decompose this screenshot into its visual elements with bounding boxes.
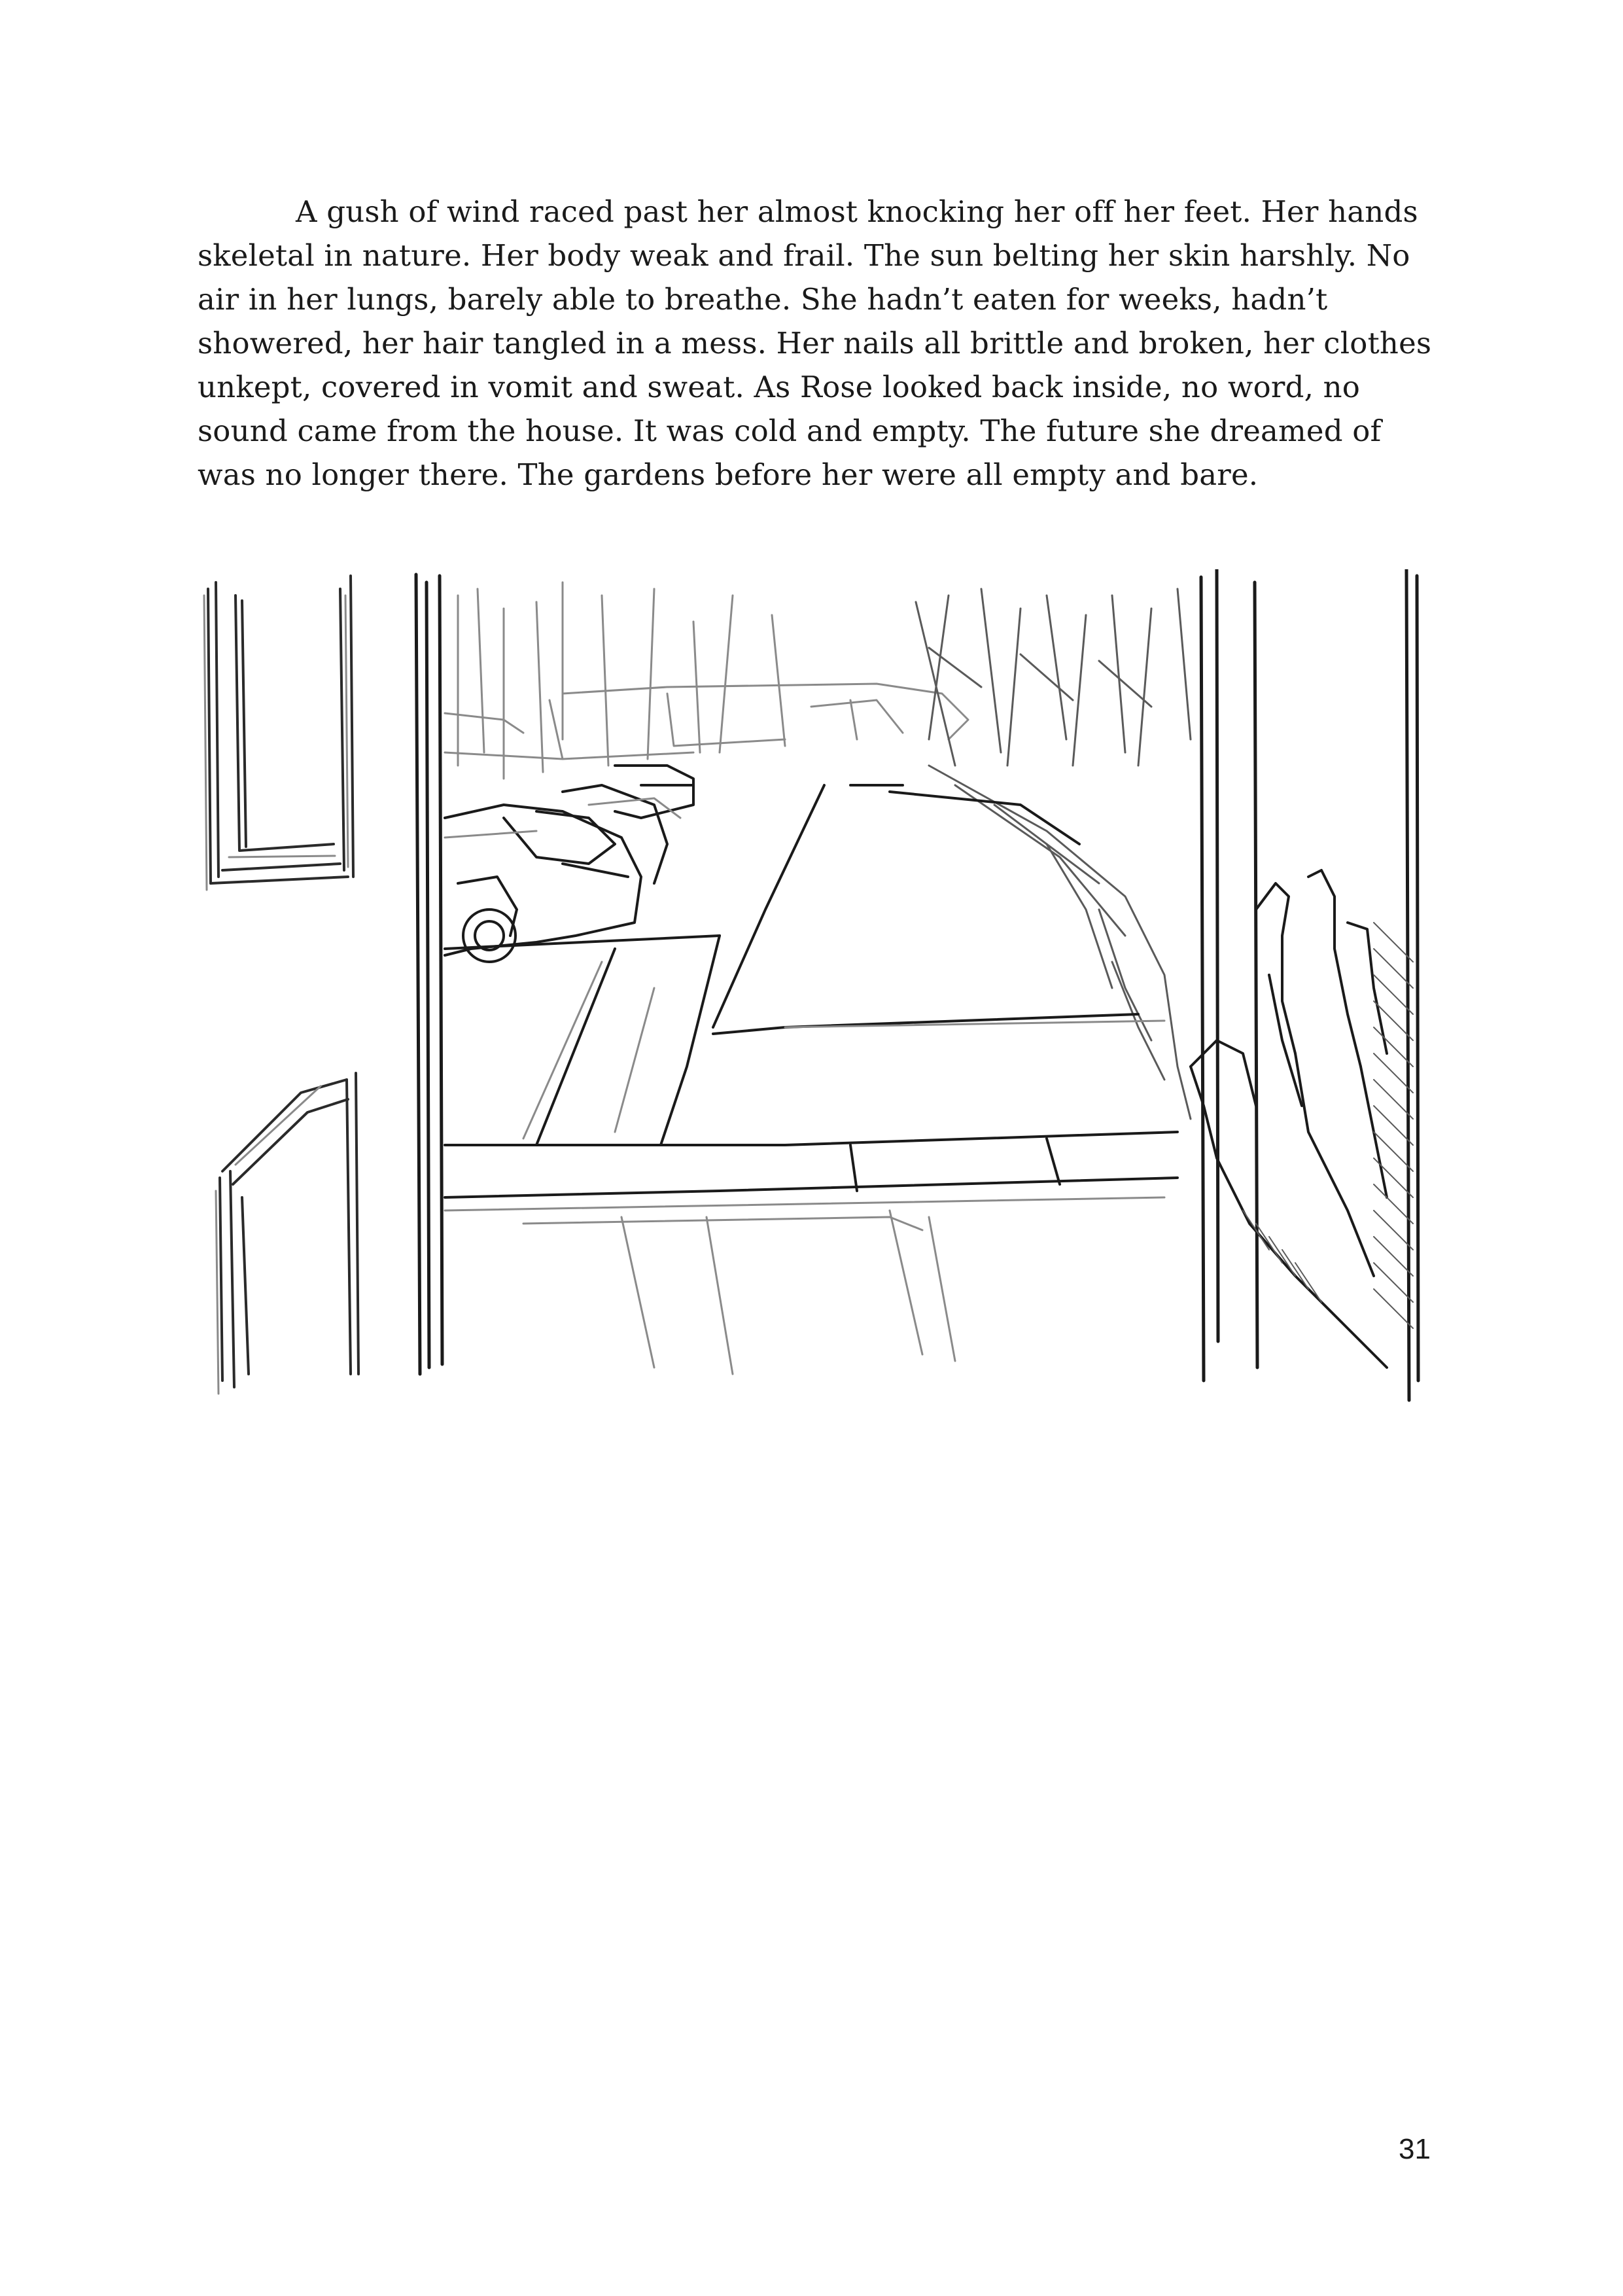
door-frame-left [416,574,442,1374]
doorway-sketch-illustration [196,569,1426,1407]
right-hedge [929,766,1191,1119]
page-number: 31 [1399,2133,1431,2165]
hand-on-frame [1191,870,1387,1368]
doorstep [445,1132,1178,1197]
background-hedges [445,582,968,779]
parked-cars [445,766,693,962]
story-paragraph: A gush of wind raced past her almost knocking her off her feet. Her hands skeletal in nature. Her body weak and frail. The sun belting her skin harshly. No air in her lungs, barely able to breathe. She hadn’t eaten for weeks, hadn’t showered, her hair tangled in a mess. Her nails all brittle and broken, her clothes unkept, covered in vomit and sweat. As Rose looked back inside, no word, no sound came from the house. It was cold and empty. The future she dreamed of was no longer there. The gardens before her were all empty and bare. [198,194,1432,492]
chair-back [220,1073,358,1387]
left-window-frame [208,576,353,883]
